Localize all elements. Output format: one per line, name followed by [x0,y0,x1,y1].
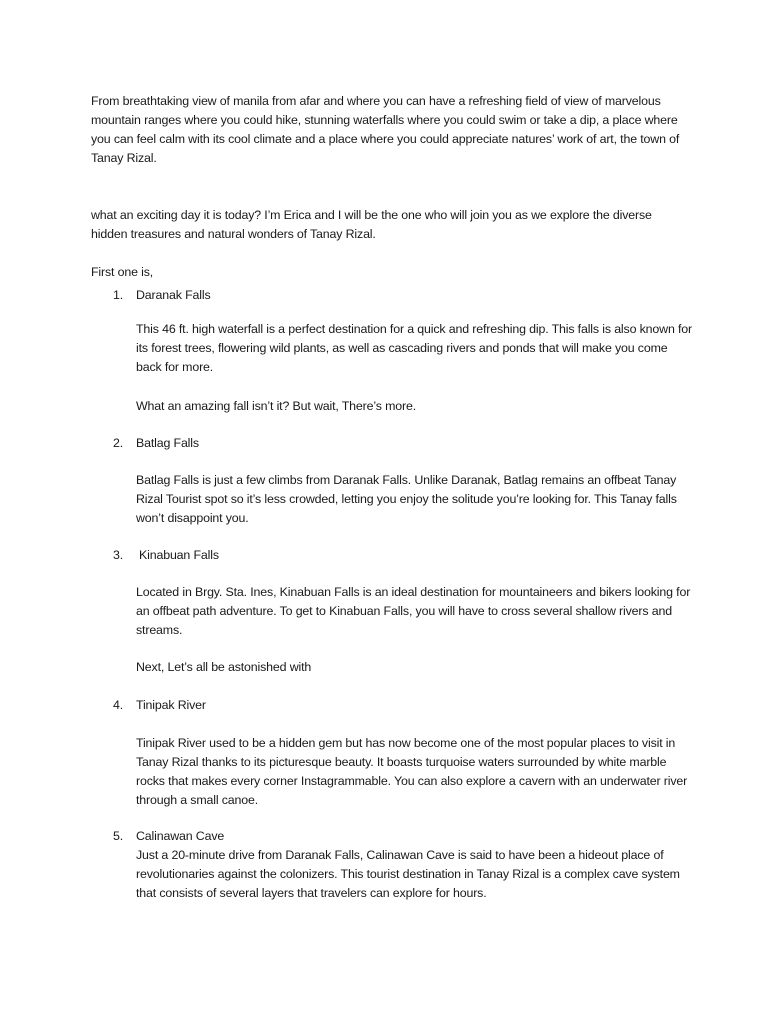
item-3-title: Kinabuan Falls [139,548,219,562]
item-5-body: Just a 20-minute drive from Daranak Falls, Calinawan Cave is said to have been a hideout place of revolutionaries against the colonizers. This tourist destination in Tanay Rizal is a complex cave system that consists of several layers that travelers can explore for hours. [136,848,680,900]
item-2-body: Batlag Falls is just a few climbs from Daranak Falls. Unlike Daranak, Batlag remains an offbeat Tanay Rizal Tourist spot so it’s less crowded, letting you enjoy the solitude you’re looking for. This Tanay falls won’t disappoint you. [136,473,677,525]
item-4-number: 4. [113,698,124,712]
item-5-number: 5. [113,829,124,843]
first-one-line: First one is, [91,265,154,279]
item-1-title: Daranak Falls [136,288,211,302]
item-5-title: Calinawan Cave [136,829,225,843]
item-3-number: 3. [113,548,124,562]
item-1-after: What an amazing fall isn’t it? But wait, There’s more. [136,399,416,413]
item-2-number: 2. [113,436,124,450]
item-4-body: Tinipak River used to be a hidden gem but has now become one of the most popular places to visit in Tanay Rizal thanks to its picturesque beauty. It boasts turquoise waters surrounded by white marble rocks that makes every corner Instagrammable. You can also explore a cavern with an underwater river through a small canoe. [136,736,688,807]
item-3-body: Located in Brgy. Sta. Ines, Kinabuan Falls is an ideal destination for mountaineers and bikers looking for an offbeat path adventure. To get to Kinabuan Falls, you will have to cross several shallow rivers and streams. [136,585,691,637]
item-1-number: 1. [113,288,124,302]
greeting-paragraph: what an exciting day it is today? I’m Erica and I will be the one who will join you as we explore the diverse hidden treasures and natural wonders of Tanay Rizal. [91,208,652,241]
item-2-title: Batlag Falls [136,436,199,450]
item-1-body: This 46 ft. high waterfall is a perfect destination for a quick and refreshing dip. This falls is also known for its forest trees, flowering wild plants, as well as cascading rivers and ponds that will make you come back for more. [136,322,692,374]
intro-paragraph: From breathtaking view of manila from afar and where you can have a refreshing field of view of marvelous mountain ranges where you could hike, stunning waterfalls where you could swim or take a dip, a place where you can feel calm with its cool climate and a place where you could appreciate natures’ work of art, the town of Tanay Rizal. [91,94,680,165]
item-4-title: Tinipak River [136,698,206,712]
item-3-after: Next, Let’s all be astonished with [136,660,312,674]
